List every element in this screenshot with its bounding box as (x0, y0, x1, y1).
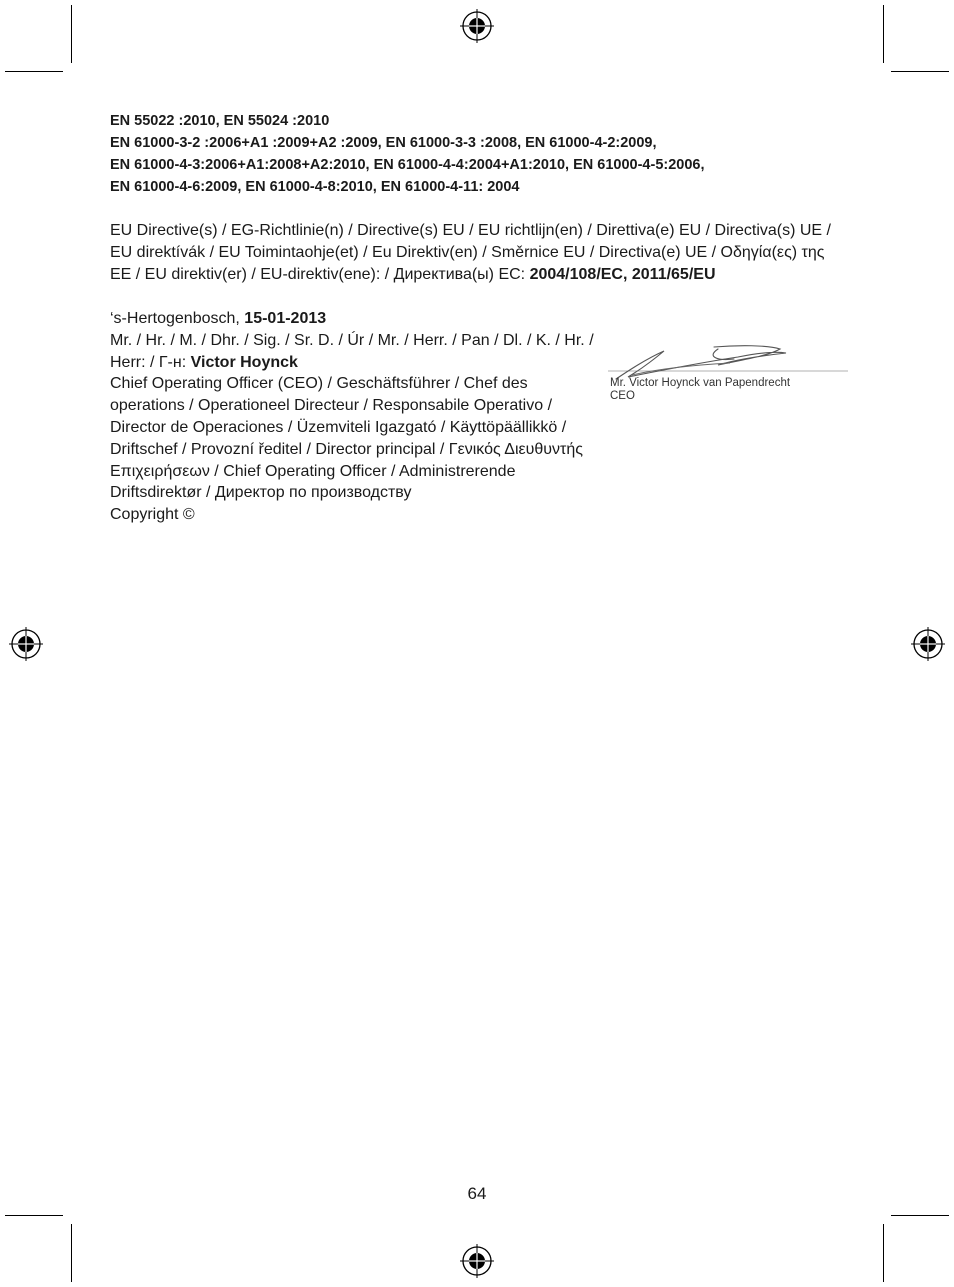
titles-line: Mr. / Hr. / M. / Dhr. / Sig. / Sr. D. / Úr / Mr. / Herr. / Pan / Dl. / K. / Hr. / (110, 332, 594, 349)
standard-line: EN 61000-4-6:2009, EN 61000-4-8:2010, EN 61000-4-11: 2004 (110, 179, 520, 195)
crop-mark-bottom-right-horizontal (891, 1215, 949, 1216)
crop-mark-top-left-horizontal (5, 71, 63, 72)
name-prefix: Herr: / Г-н: (110, 354, 191, 371)
crop-mark-bottom-left-vertical (71, 1224, 72, 1282)
role-line: Επιχειρήσεων / Chief Operating Officer / Administrerende (110, 463, 516, 480)
registration-mark-icon (9, 627, 43, 661)
registration-mark-icon (460, 1244, 494, 1278)
place: ‘s-Hertogenbosch, (110, 310, 245, 327)
directive-label: EE / EU direktiv(er) / EU-direktiv(ene): / Директива(ы) ЕС: (110, 266, 530, 283)
directive-value: 2004/108/EC, 2011/65/EU (529, 266, 716, 283)
standard-line: EN 61000-3-2 :2006+A1 :2009+A2 :2009, EN 61000-3-3 :2008, EN 61000-4-2:2009, (110, 135, 657, 151)
crop-mark-top-right-vertical (883, 5, 884, 63)
directive-line-1: EU Directive(s) / EG-Richtlinie(n) / Directive(s) EU / EU richtlijn(en) / Direttiva(e) EU / Directiva(s) UE / (110, 222, 831, 239)
signature-icon (598, 335, 858, 415)
role-line: Chief Operating Officer (CEO) / Geschäftsführer / Chef des (110, 375, 528, 392)
signer-name-line (110, 352, 298, 374)
signer-name: Victor Hoynck (190, 354, 298, 371)
signature-caption-name: Mr. Victor Hoynck van Papendrecht (610, 377, 791, 389)
copyright: Copyright © (110, 506, 195, 523)
role-line: Driftschef / Provozní ředitel / Director principal / Γενικός Διευθυντής (110, 441, 583, 458)
role-line: operations / Operationeel Directeur / Responsabile Operativo / (110, 397, 553, 414)
date: 15-01-2013 (244, 310, 327, 327)
crop-mark-top-right-horizontal (891, 71, 949, 72)
registration-mark-icon (460, 9, 494, 43)
directive-line-3 (110, 264, 716, 286)
signature-caption-title: CEO (610, 390, 635, 402)
standard-line: EN 55022 :2010, EN 55024 :2010 (110, 113, 330, 129)
directive-line-2: EU direktívák / EU Toimintaohje(et) / Eu Direktiv(en) / Směrnice EU / Directiva(e) UE / Οδηγία(ες) της (110, 244, 825, 261)
role-line: Driftsdirektør / Директор по производству (110, 484, 412, 501)
crop-mark-top-left-vertical (71, 5, 72, 63)
role-line: Director de Operaciones / Üzemviteli Igazgató / Käyttöpäällikkö / (110, 419, 567, 436)
standard-line: EN 61000-4-3:2006+A1:2008+A2:2010, EN 61000-4-4:2004+A1:2010, EN 61000-4-5:2006, (110, 157, 705, 173)
crop-mark-bottom-left-horizontal (5, 1215, 63, 1216)
page-number: 64 (467, 1184, 487, 1203)
place-date (110, 308, 326, 330)
crop-mark-bottom-right-vertical (883, 1224, 884, 1282)
registration-mark-icon (911, 627, 945, 661)
